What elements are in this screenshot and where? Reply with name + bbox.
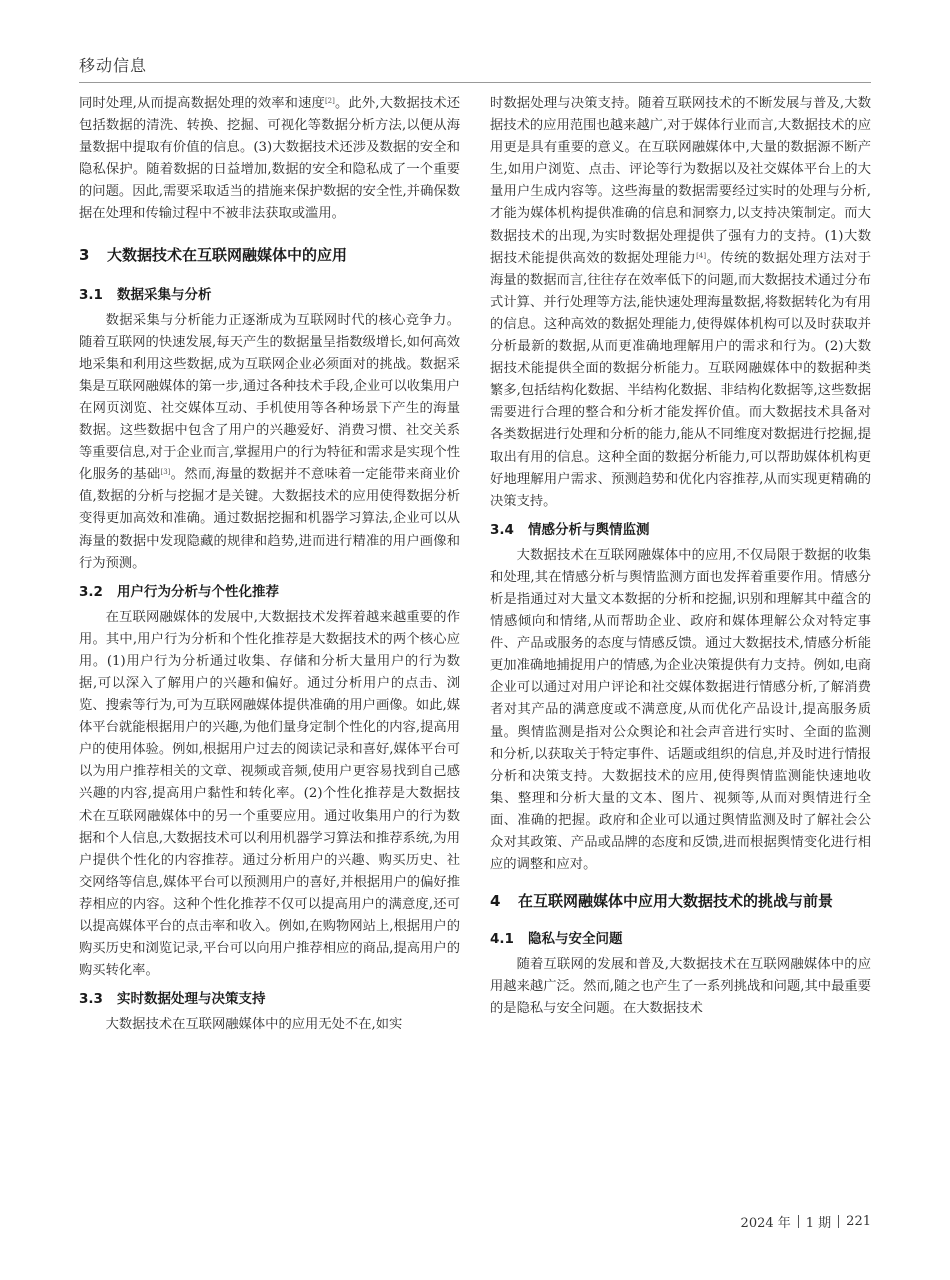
header-rule — [79, 82, 871, 83]
right-column — [490, 93, 871, 1020]
subsection-heading-3-2: 3.2 用户行为分析与个性化推荐 — [79, 583, 279, 600]
section-heading-4: 4 在互联网融媒体中应用大数据技术的挑战与前景 — [490, 892, 834, 911]
footer-divider — [838, 1215, 839, 1228]
citation-ref: [2] — [324, 97, 335, 105]
paragraph-intro: 同时处理,从而提高数据处理的效率和速度[2]。此外,大数据技术还包括数据的清洗、转换、挖掘、可视化等数据分析方法,以便从海量数据中提取有价值的信息。(3)大数据技术还涉及数据的安全和隐私保护。随着数据的日益增加,数据的安全和隐私成了一个重要的问题。因此,需要采取适当的措施来保护数据的安全性,并确保数据在处理和传输过程中不被非法获取或滥用。 — [79, 96, 460, 222]
citation-ref: [3] — [160, 468, 171, 477]
page-footer — [741, 1212, 871, 1231]
footer-divider — [798, 1215, 799, 1228]
journal-title: 移动信息 — [79, 56, 148, 75]
paragraph-3-4: 大数据技术在互联网融媒体中的应用,不仅局限于数据的收集和处理,其在情感分析与舆情监测方面也发挥着重要作用。情感分析是指通过对大量文本数据的分析和挖掘,识别和理解其中蕴含的情感倾向和情绪,从而帮助企业、政府和媒体理解公众对特定事件、产品或服务的态度与情感反馈。通过大数据技术,情感分析能更加准确地捕捉用户的情感,为企业决策提供有力支持。例如,电商企业可以通过对用户评论和社交媒体数据进行情感分析,了解消费者对其产品的满意度或不满意度,从而优化产品设计,提高服务质量。舆情监测是指对公众舆论和社会声音进行实时、全面的监测和分析,以获取关于特定事件、话题或组织的信息,并及时进行情报分析和决策支持。大数据技术的应用,使得舆情监测能快速地收集、整理和分析大量的文本、图片、视频等,从而对舆情进行全面、准确的把握。政府和企业可以通过舆情监测及时了解社会公众对其政策、产品或品牌的态度和反馈,进而根据舆情变化进行相应的调整和应对。 — [490, 547, 871, 873]
subsection-heading-4-1: 4.1 隐私与安全问题 — [490, 931, 623, 948]
section-heading-3: 3 大数据技术在互联网融媒体中的应用 — [79, 245, 348, 264]
paragraph-3-1: 数据采集与分析能力正逐渐成为互联网时代的核心竞争力。随着互联网的快速发展,每天产生的数据量呈指数级增长,如何高效地采集和利用这些数据,成为互联网企业必须面对的挑战。数据采集是互联网融媒体的第一步,通过各种技术手段,企业可以收集用户在网页浏览、社交媒体互动、手机使用等各种场景下产生的海量数据。这些数据中包含了用户的兴趣爱好、消费习惯、社交关系等重要信息,对于企业而言,掌握用户的行为特征和需求是实现个性化服务的基础[3]。然而,海量的数据并不意味着一定能带来商业价值,数据的分析与挖掘才是关键。大数据技术的应用使得数据分析变得更加高效和准确。通过数据挖掘和机器学习算法,企业可以从海量的数据中发现隐藏的规律和趋势,进而进行精准的用户画像和行为预测。 — [79, 312, 461, 571]
page-number: 221 — [846, 1214, 871, 1229]
subsection-heading-3-4: 3.4 情感分析与舆情监测 — [490, 521, 650, 538]
paragraph-4-1: 随着互联网的发展和普及,大数据技术在互联网融媒体中的应用越来越广泛。然而,随之也产生了一系列挑战和问题,其中最重要的是隐私与安全问题。在大数据技术 — [490, 957, 871, 1017]
issue-year: 2024 年 — [740, 1216, 791, 1231]
citation-ref: [4] — [696, 251, 707, 260]
left-column — [79, 93, 460, 1036]
subsection-heading-3-1: 3.1 数据采集与分析 — [79, 286, 212, 303]
issue-number: 1 期 — [805, 1216, 832, 1231]
paragraph-3-2: 在互联网融媒体的发展中,大数据技术发挥着越来越重要的作用。其中,用户行为分析和个性化推荐是大数据技术的两个核心应用。(1)用户行为分析通过收集、存储和分析大量用户的行为数据,可以深入了解用户的兴趣和偏好。通过分析用户的点击、浏览、搜索等行为,可为互联网融媒体提供准确的用户画像。如此,媒体平台就能根据用户的兴趣,为他们量身定制个性化的内容,提高用户的使用体验。例如,根据用户过去的阅读记录和喜好,媒体平台可以为用户推荐相关的文章、视频或音频,使用户更容易找到自己感兴趣的内容,提高用户黏性和转化率。(2)个性化推荐是大数据技术在互联网融媒体中的另一个重要应用。通过收集用户的行为数据和个人信息,大数据技术可以利用机器学习算法和推荐系统,为用户提供个性化的内容推荐。通过分析用户的兴趣、购买历史、社交网络等信息,媒体平台可以预测用户的喜好,并根据用户的偏好推荐相应的内容。这种个性化推荐不仅可以提高用户的满意度,还可以提高媒体平台的点击率和收入。例如,在购物网站上,根据用户的购买历史和浏览记录,平台可以向用户推荐相应的商品,提高用户的购买转化率。 — [79, 609, 460, 979]
paragraph-3-3-start: 大数据技术在互联网融媒体中的应用无处不在,如实 — [105, 1017, 403, 1033]
subsection-heading-3-3: 3.3 实时数据处理与决策支持 — [79, 991, 266, 1008]
paragraph-3-3-continued: 时数据处理与决策支持。随着互联网技术的不断发展与普及,大数据技术的应用范围也越来越广,对于媒体行业而言,大数据技术的应用更是具有重要的意义。在互联网融媒体中,大量的数据源不断产生,如用户浏览、点击、评论等行为数据以及社交媒体平台上的大量用户生成内容等。这些海量的数据需要经过实时的处理与分析,才能为媒体机构提供准确的信息和洞察力,以支持决策制定。而大数据技术的出现,为实时数据处理提供了强有力的支持。(1)大数据技术能提供高效的数据处理能力[4]。传统的数据处理方法对于海量的数据而言,往往存在效率低下的问题,而大数据技术通过分布式计算、并行处理等方法,能快速处理海量数据,将数据转化为有用的信息。这种高效的数据处理能力,使得媒体机构可以及时获取并分析最新的数据,从而更准确地理解用户的需求和行为。(2)大数据技术能提供全面的数据分析能力。互联网融媒体中的数据种类繁多,包括结构化数据、半结构化数据、非结构化数据等,这些数据需要进行合理的整合和分析才能发挥价值。而大数据技术具备对各类数据进行处理和分析的能力,能从不同维度对数据进行挖掘,提取出有用的信息。这种全面的数据分析能力,可以帮助媒体机构更好地理解用户需求、预测趋势和优化内容推荐,从而实现更精确的决策支持。 — [490, 96, 872, 509]
